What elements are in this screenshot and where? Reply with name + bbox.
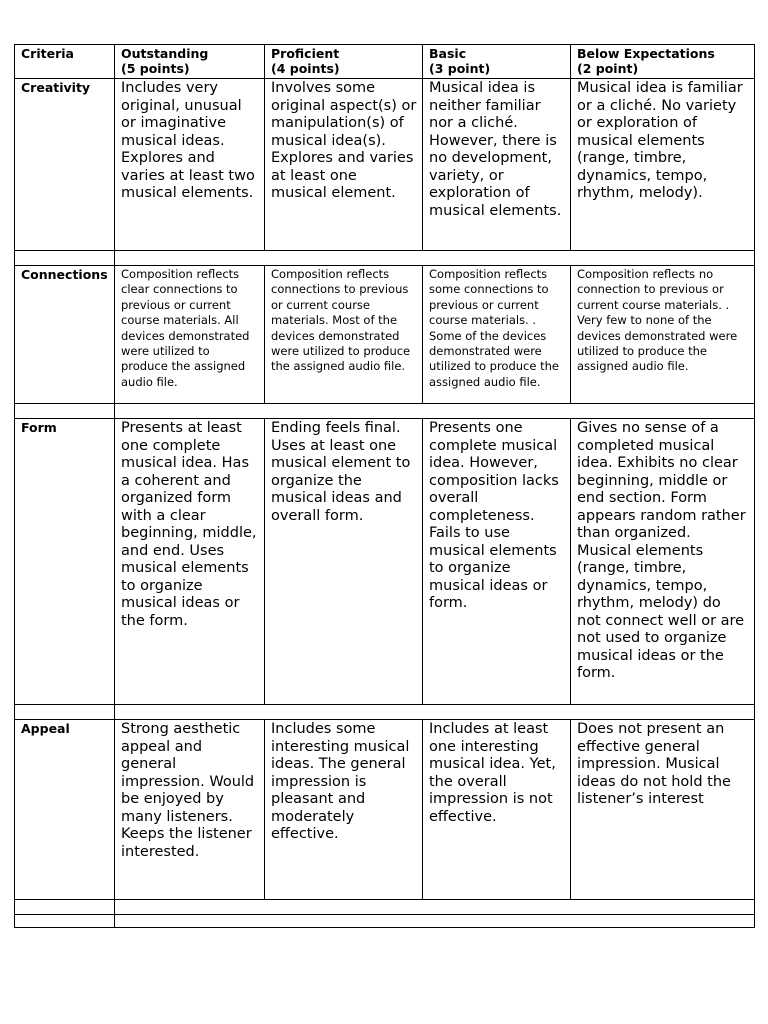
criterion-form: Form <box>15 419 115 705</box>
level-points: (5 points) <box>121 61 190 76</box>
spacer-cell <box>115 251 755 266</box>
spacer-row <box>15 900 755 915</box>
spacer-cell <box>15 900 115 915</box>
connections-below: Composition reflects no connection to previous or current course materials. . Very few to none of the devices demonstrated were utilized to produce the assigned audio file. <box>571 266 755 404</box>
spacer-cell <box>15 251 115 266</box>
spacer-cell <box>115 900 755 915</box>
spacer-cell <box>15 404 115 419</box>
form-proficient: Ending feels final. Uses at least one musical element to organize the musical ideas and overall form. <box>265 419 423 705</box>
creativity-basic: Musical idea is neither familiar nor a cliché. However, there is no development, variety, or exploration of musical elements. <box>423 79 571 251</box>
rubric-table <box>14 44 755 928</box>
appeal-below: Does not present an effective general impression. Musical ideas do not hold the listener’s interest <box>571 720 755 900</box>
level-points: (3 point) <box>429 61 491 76</box>
level-name: Below Expectations <box>577 46 715 61</box>
creativity-proficient: Involves some original aspect(s) or manipulation(s) of musical idea(s). Explores and varies at least one musical element. <box>265 79 423 251</box>
header-basic <box>423 45 571 79</box>
header-criteria: Criteria <box>15 45 115 79</box>
spacer-cell <box>115 404 755 419</box>
connections-basic: Composition reflects some connections to previous or current course materials. . Some of the devices demonstrated were utilized to produce the assigned audio file. <box>423 266 571 404</box>
spacer-row <box>15 404 755 419</box>
appeal-proficient: Includes some interesting musical ideas. The general impression is pleasant and moderately effective. <box>265 720 423 900</box>
connections-outstanding: Composition reflects clear connections to previous or current course materials. All devices demonstrated were utilized to produce the assigned audio file. <box>115 266 265 404</box>
row-form <box>15 419 755 705</box>
level-points: (2 point) <box>577 61 639 76</box>
creativity-below: Musical idea is familiar or a cliché. No variety or exploration of musical elements (range, timbre, dynamics, tempo, rhythm, melody). <box>571 79 755 251</box>
header-proficient <box>265 45 423 79</box>
spacer-cell <box>115 915 755 928</box>
spacer-row <box>15 915 755 928</box>
criterion-connections: Connections <box>15 266 115 404</box>
spacer-row <box>15 251 755 266</box>
spacer-row <box>15 705 755 720</box>
criterion-appeal: Appeal <box>15 720 115 900</box>
row-creativity <box>15 79 755 251</box>
form-basic: Presents one complete musical idea. However, composition lacks overall completeness. Fails to use musical elements to organize musical ideas or form. <box>423 419 571 705</box>
appeal-outstanding: Strong aesthetic appeal and general impression. Would be enjoyed by many listeners. Keeps the listener interested. <box>115 720 265 900</box>
header-outstanding <box>115 45 265 79</box>
appeal-basic: Includes at least one interesting musical idea. Yet, the overall impression is not effective. <box>423 720 571 900</box>
connections-proficient: Composition reflects connections to previous or current course materials. Most of the devices demonstrated were utilized to produce the assigned audio file. <box>265 266 423 404</box>
spacer-cell <box>15 915 115 928</box>
form-outstanding: Presents at least one complete musical idea. Has a coherent and organized form with a clear beginning, middle, and end. Uses musical elements to organize musical ideas or the form. <box>115 419 265 705</box>
level-points: (4 points) <box>271 61 340 76</box>
form-below: Gives no sense of a completed musical idea. Exhibits no clear beginning, middle or end section. Form appears random rather than organized. Musical elements (range, timbre, dynamics, tempo, rhythm, melody) do not connect well or are not used to organize musical ideas or the form. <box>571 419 755 705</box>
header-row <box>15 45 755 79</box>
level-name: Basic <box>429 46 467 61</box>
level-name: Outstanding <box>121 46 209 61</box>
row-connections <box>15 266 755 404</box>
criterion-creativity: Creativity <box>15 79 115 251</box>
level-name: Proficient <box>271 46 340 61</box>
spacer-cell <box>115 705 755 720</box>
row-appeal <box>15 720 755 900</box>
header-below-expectations <box>571 45 755 79</box>
spacer-cell <box>15 705 115 720</box>
creativity-outstanding: Includes very original, unusual or imaginative musical ideas. Explores and varies at least two musical elements. <box>115 79 265 251</box>
